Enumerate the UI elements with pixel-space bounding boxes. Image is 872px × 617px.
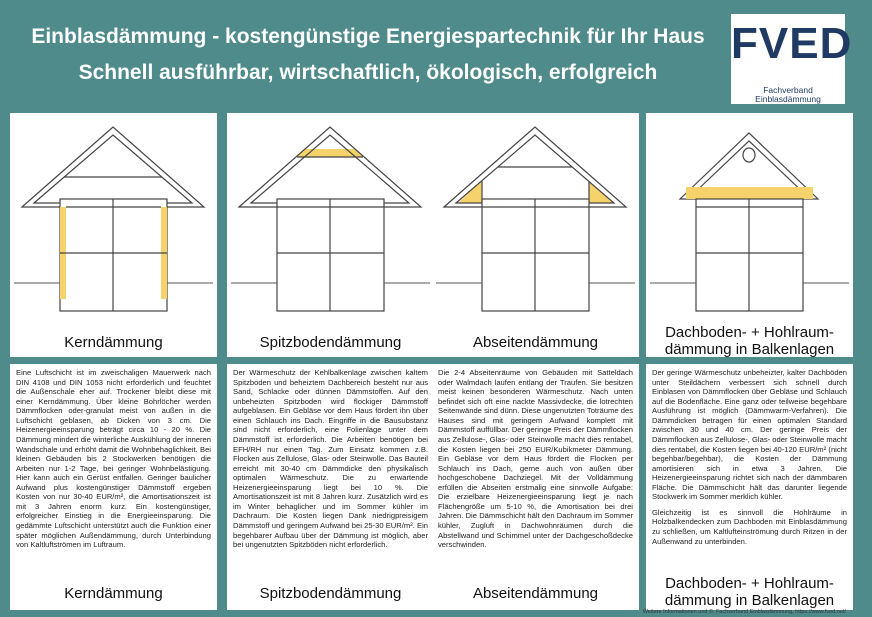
panel-description: [233, 368, 428, 550]
house-abseiten-illustration: [436, 119, 635, 329]
panel-abseiten-image-card: [432, 113, 639, 357]
house-kerndaemmung-illustration: [14, 119, 213, 329]
panel-abseiten-text-card: [432, 364, 639, 610]
panel-kerndaemmung-image-card: [10, 113, 217, 357]
footer-credit: Weitere Informationen und ©: Fachverband Einblasdämmung, https://www.fved.net/: [642, 609, 846, 615]
paragraph: Der Wärmeschutz der Kehlbalkenlage zwischen kaltem Spitzboden und beheiztem Dachbereich besteht nur aus Sand, Schlacke oder dünnen Dämmstoffen. Auf den unbeheizten Spitzboden wird flockiger Dämmstoff aufgeblasen. Ein Gebläse vor dem Haus fördert ihn über einen Schlauch ins Dach. Eingriffe in die Bausubstanz sind nicht erforderlich, eine Folienlage unter dem Dämmstoff ist erforderlich. Die Arbeiten benötigen bei EFH/RH nur einen Tag. Zum Einsatz kommen z.B. Flocken aus Zellulose, Glas- oder Steinwolle. Das Bauteil erreicht mit 30-40 cm Dämmdicke den physikalisch optimalen Wärmeschutz. Die zu erwartende Heizenergieeinsparung liegt bei 10 %. Die Amortisationszeit ist mit 8 Jahren kurz. Zusätzlich wird es im Winter behaglicher und im Sommer kühler im Dachraum. Die Kosten liegen Dank niedrigpreisigem Dämmstoff und geringem Aufwand bei 25-30 EUR/m². Ein begehbarer Aufbau über der Dämmung ist möglich, aber bei ungenutzten Spitzböden nicht erforderlich.: [233, 368, 428, 550]
paragraph: Eine Luftschicht ist im zweischaligen Mauerwerk nach DIN 4108 und DIN 1053 nicht erforderlich und feuchtet die Außenschale eher auf. Trockener bleibt diese mit einer Kerndämmung. Über kleine Bohrlöcher werden Dämmflocken oder-granulat meist von außen in die Luftschicht geblasen, ab Dicken von 3 cm. Die Heizenergieeinsparung beträgt circa 10 - 20 %. Die Dämmung mindert die winterliche Auskühlung der inneren Wandschale und erhöht damit die Wohnbehaglichkeit. Bei kleinen Gebäuden bis 2 Stockwerken benötigen die Arbeiten nur 1-2 Tage, bei geringer Wohnbelästigung. Hier kann auch ein Gerüst entfallen. Geringer baulicher Aufwand plus kostengünstiger Dämmstoff ergeben Kosten von nur 30-40 EUR/m², die Amortisationszeit ist mit 3 Jahren enorm kurz. Ein kostengünstiger, erfolgreicher Einstieg in die Energieeinsparung. Die gedämmte Luftschicht unterstützt auch die Funktion einer später möglichen Außendämmung, durch Unterbindung von Kaltluftströmen im Luftraum.: [16, 368, 211, 550]
paragraph: Die 2-4 Abseitenräume von Gebäuden mit Satteldach oder Walmdach laufen entlang der Traufen. Sie besitzen meist keinen besonderen Wärmeschutz. Nach unten befindet sich oft eine nackte Massivdecke, die lotrechten Seitenwände sind dünn. Diese ungenutzten Toträume des Hauses sind mit geringem Aufwand komplett mit Dämmstoff auffüllbar. Der geringe Preis der Dämmflocken aus Zellulose-, Glas- oder Steinwolle macht dies rentabel, die Kosten liegen bei 250 EUR/Kubikmeter Dämmung. Ein Gebläse vor dem Haus fördert die Flocken per Schlauch ins Dach, gerne auch von außen über hochgeschobene Dachziegel. Mit der Volldämmung erfüllen die Abseiten erstmalig eine sinnvolle Aufgabe: Die erzielbare Heizenergieeinsparung liegt je nach Flächengröße um 5-10 %, die Amortisation bei drei Jahren. Die Dämmschicht hält den Dachraum im Sommer kühler, Zugluft in Dachwohnräumen durch die Abstellwand und Schimmel unter der Dachgeschoßdecke verschwinden.: [438, 368, 633, 550]
panel-bottom-caption: Dachboden- + Hohlraum- dämmung in Balkenlagen: [664, 575, 835, 609]
panel-kerndaemmung-text-card: [10, 364, 217, 610]
panel-bottom-caption: Abseitendämmung: [472, 585, 599, 602]
paragraph: Gleichzeitig ist es sinnvoll die Hohlräume in Holzbalkendecken zum Dachboden mit Einblasdämmung zu schließen, um Kaltlufteinströmung durch Ritzen in der Außenwand zu unterbinden.: [652, 507, 847, 546]
paragraph: Der geringe Wärmeschutz unbeheizter, kalter Dachböden unter Steildächern verbessert sich schnell durch Einblasen von Dämmflocken über Gebläse und Schlauch auf die Bodenfläche. Eine ganz oder teilweise begehbare Ausführung ist möglich (Dämmwarm-Verfahren). Die Dämmdicken betragen für einen optimalen Standard zwischen 30 und 40 cm. Der geringe Preis der Dämmflocken aus Zellulose-, Glas- oder Steinwolle macht dies rentabel, die Kosten liegen bei 40-120 EUR/m² (nicht begehbar/begehbar), die Kosten der Dämmung amortisieren sich in etwa 3 Jahren. Die Heizenergieeinsparung richtet sich nach der dämmbaren Fläche. Die Dämmschicht hält das darunter liegende Stockwerk im Sommer merklich kühler.: [652, 368, 847, 502]
panel-caption: Dachboden- + Hohlraum- dämmung in Balkenlagen: [664, 324, 835, 358]
logo-letters: FVED: [731, 19, 853, 68]
panel-description: [16, 368, 211, 550]
panel-caption: Abseitendämmung: [472, 334, 599, 351]
panel-description: [438, 368, 633, 550]
page-subtitle: Schnell ausführbar, wirtschaftlich, ökologisch, erfolgreich: [78, 61, 658, 84]
panel-bottom-caption: Kerndämmung: [64, 585, 163, 602]
panel-caption: Kerndämmung: [64, 334, 163, 351]
fved-logo: [731, 14, 853, 104]
panel-dachboden-image-card: [646, 113, 853, 357]
house-dachboden-illustration: [650, 119, 849, 329]
logo-subtitle: Fachverband Einblasdämmung: [755, 85, 821, 104]
panel-bottom-caption: Spitzbodendämmung: [259, 585, 402, 602]
panel-spitzboden-text-card: [227, 364, 434, 610]
panel-description: [652, 368, 847, 546]
panel-dachboden-text-card: [646, 364, 853, 610]
page-title: Einblasdämmung - kostengünstige Energiespartechnik für Ihr Haus: [31, 25, 705, 48]
house-spitzboden-illustration: [231, 119, 430, 329]
panel-caption: Spitzbodendämmung: [259, 334, 402, 351]
panel-spitzboden-image-card: [227, 113, 434, 357]
